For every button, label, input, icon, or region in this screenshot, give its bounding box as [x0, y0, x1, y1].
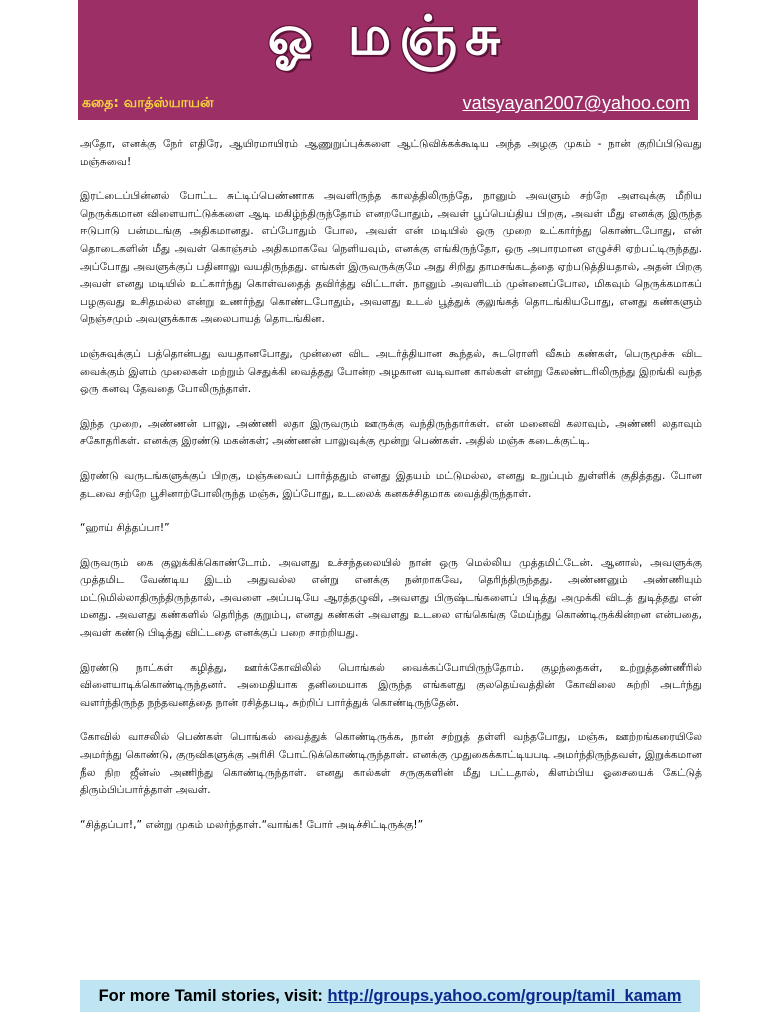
story-paragraph: இருவரும் கை குலுக்கிக்கொண்டோம். அவளது உச்சந்தலையில் நான் ஒரு மெல்லிய முத்தமிட்டேன். ஆனால், அவளுக்கு முத்தமிட வேண்டிய இடம் அதுவல்ல என்று எனக்கு நன்றாகவே, தெரிந்திருந்தது. அண்ணனும் அண்ணியும் மட்டுமில்லாதிருந்திருந்தால், அவளை அப்படியே ஆரத்தழுவி, அவளது பிருஷ்டங்களைப் பிடித்து அமுக்கி விடத் துடித்தது என் மனது. அவளது கண்களில் தெரிந்த குறும்பு, எனது கண்கள் அவளது உடலை எங்கெங்கு மேய்ந்து கொண்டிருக்கின்றன என்பதை, அவள் கண்டு பிடித்து விட்டதை எனக்குப் பறை சாற்றியது.	[80, 556, 702, 640]
footer-group-link[interactable]: http://groups.yahoo.com/group/tamil_kamam	[327, 987, 682, 1005]
story-paragraph: இரண்டு வருடங்களுக்குப் பிறகு, மஞ்சுவைப் பார்த்ததும் எனது இதயம் மட்டுமல்ல, எனது உறுப்பும் துள்ளிக் குதித்தது. போன தடவை சற்றே பூசினாற்போலிருந்த மஞ்சு, இப்போது, உடலைக் கனகச்சிதமாக வைத்திருந்தாள்.	[80, 469, 702, 500]
story-paragraph: இரட்டைப்பின்னல் போட்ட சுட்டிப்பெண்ணாக அவளிருந்த காலத்திலிருந்தே, நானும் அவளும் சற்றே அளவுக்கு மீறிய நெருக்கமான விளையாட்டுக்களை ஆடி மகிழ்ந்திருந்தோம் எனறபோதும், அவள் பூப்பெய்திய பிறகு, அவள் மீது எனக்கு இருந்த ஈடுபாடு பன்மடங்கு அதிகமானது. எப்போதும் போல, அவள் என் மடியில் ஒரு முறை உட்கார்ந்து கொண்டபோது, என் தொடைகளின் மீது அவள் கொஞ்சம் அதிகமாகவே நெளியவும், எனக்கு எங்கிருந்தோ, ஒரு அபாரமான எழுச்சி ஏற்பட்டிருந்தது. அப்போது அவளுக்குப் பதினாலு வயதிருந்தது. எங்கள் இருவருக்குமே அது சிறிது தாமசங்கடத்தை ஏற்படுத்தியதால், அதன் பிறகு அவள் எனது மடியில் உட்கார்ந்து கொள்வதைத் தவிர்த்து விட்டாள். நானும் அவளிடம் முன்னைப்போல, மிகவும் நெருக்கமாகப் பழகுவது உசிதமல்ல என்று உணர்ந்து கொண்டபோதும், அவளது உடல் பூத்துக் குலுங்கத் தொடங்கியபோது, எனது கண்களும் நெஞ்சமும் அவளுக்காக அலைபாயத் தொடங்கின.	[80, 190, 702, 326]
footer-banner	[80, 980, 700, 1012]
story-header-banner	[78, 0, 698, 120]
story-paragraph: கோவில் வாசலில் பெண்கள் பொங்கல் வைத்துக் கொண்டிருக்க, நான் சற்றுத் தள்ளி வந்தபோது, மஞ்சு, ஊற்றங்கரையிலே அமர்ந்து கொண்டு, குருவிகளுக்கு அரிசி போட்டுக்கொண்டிருந்தாள். எனக்கு முதுகைக்காட்டியபடி அமர்ந்திருந்தவள், இறுக்கமான நீல நிற ஜீன்ஸ் அணிந்து கொண்டிருந்தாள். எனது கால்கள் சருகுகளின் மீது பட்டதால், கிளம்பிய ஓசையைக் கேட்டுத் திரும்பிப்பார்த்தாள் அவள்.	[80, 731, 702, 797]
story-body	[80, 136, 702, 851]
story-paragraph: இரண்டு நாட்கள் கழித்து, ஊர்க்கோவிலில் பொங்கல் வைக்கப்போயிருந்தோம். குழந்தைகள், உற்றுத்தண்ணீரில் விளையாடிக்கொண்டிருந்தனர். அமைதியாக தனிமையாக இருந்த எங்களது குலதெய்வத்தின் கோவிலை சுற்றி அடர்ந்து வளர்ந்திருந்த நந்தவனத்தை நான் ரசித்தபடி, சுற்றிப் பார்த்துக் கொண்டிருந்தேன்.	[80, 661, 702, 709]
story-title: ஓ மஞ்சு	[267, 4, 509, 67]
author-byline: கதை: வாத்ஸ்யாயன்	[82, 95, 214, 111]
story-paragraph: அதோ, எனக்கு நேர் எதிரே, ஆயிரமாயிரம் ஆணுறுப்புக்களை ஆட்டுவிக்கக்கூடிய அந்த அழகு முகம் - நான் குறிப்பிடுவது மஞ்சுவை!	[80, 138, 702, 168]
story-dialogue: “ஹாய் சித்தப்பா!”	[80, 522, 170, 535]
story-dialogue: “சித்தப்பா!,” என்று முகம் மலர்ந்தாள்.“வாங்க! போர் அடிச்சிட்டிருக்கு!”	[80, 818, 424, 831]
author-email-link[interactable]: vatsyayan2007@yahoo.com	[462, 93, 690, 113]
footer-text: For more Tamil stories, visit:	[98, 987, 328, 1005]
story-paragraph: மஞ்சுவுக்குப் பத்தொன்பது வயதானபோது, முன்னை விட அடர்த்தியான கூந்தல், சுடரொளி வீசும் கண்கள், பெருமூச்சு விட வைக்கும் இளம் முலைகள் மற்றும் செதுக்கி வைத்தது போன்ற அழகான வடிவான கால்கள் என்று கேலண்டரிலிருந்து இறங்கி வந்த ஒரு கனவு தேவதை போலிருந்தாள்.	[80, 347, 702, 396]
story-paragraph: இந்த முறை, அண்ணன் பாலு, அண்ணி லதா இருவரும் ஊருக்கு வந்திருந்தார்கள். என் மனைவி கலாவும், அண்ணி லதாவும் சகோதரிகள். எனக்கு இரண்டு மகன்கள்; அண்ணன் பாலுவுக்கு மூன்று பெண்கள். அதில் மஞ்சு கடைக்குட்டி.	[80, 417, 702, 448]
